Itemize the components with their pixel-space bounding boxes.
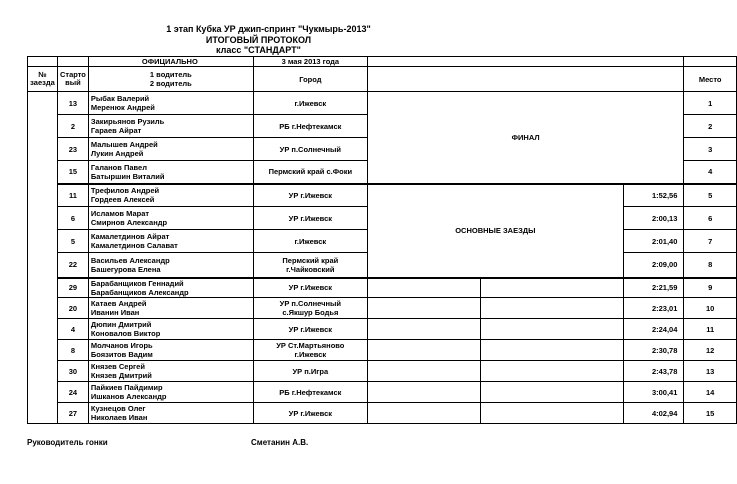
place-cell: 11 (684, 319, 737, 340)
city-cell: УР г.Ижевск (253, 207, 367, 230)
drivers-cell (88, 115, 253, 138)
place-cell: 13 (684, 361, 737, 382)
blank-cell (480, 319, 623, 340)
blank-cell (480, 361, 623, 382)
blank-cell (367, 361, 480, 382)
time-cell: 2:01,40 (623, 230, 684, 253)
date-label: 3 мая 2013 года (253, 57, 367, 67)
blank-cell (367, 340, 480, 361)
driver-1: Катаев Андрей (90, 299, 147, 308)
driver-2: Иванин Иван (90, 308, 140, 317)
time-cell: 2:30,78 (623, 340, 684, 361)
place-cell: 1 (684, 92, 737, 115)
driver-1: Дюпин Дмитрий (90, 320, 152, 329)
results-table (27, 56, 737, 424)
driver-1: Кузнецов Олег (90, 404, 146, 413)
city-cell: г.Ижевск (253, 230, 367, 253)
start-number-cell: 13 (57, 92, 88, 115)
driver-1: Исламов Марат (90, 209, 150, 218)
start-number-cell: 23 (57, 138, 88, 161)
drivers-cell (88, 298, 253, 319)
start-number-cell: 8 (57, 340, 88, 361)
time-cell: 2:09,00 (623, 253, 684, 278)
drivers-cell (88, 92, 253, 115)
place-cell: 15 (684, 403, 737, 424)
driver-2: Барабанщиков Александр (90, 287, 189, 297)
driver-2: Камалетдинов Салават (90, 241, 178, 250)
city-cell: РБ г.Нефтекамск (253, 115, 367, 138)
driver-2: Батыршин Виталий (90, 171, 165, 181)
start-number-cell: 6 (57, 207, 88, 230)
start-number-cell: 5 (57, 230, 88, 253)
driver-1: Трефилов Андрей (90, 186, 160, 196)
city-cell: УР г.Ижевск (253, 319, 367, 340)
driver-1: Рыбак Валерий (90, 94, 150, 103)
footer-name: Сметанин А.В. (251, 438, 309, 447)
drivers-cell (88, 138, 253, 161)
start-number-cell: 11 (57, 184, 88, 207)
time-cell: 3:00,41 (623, 382, 684, 403)
driver-1: Пайкиев Пайдимир (90, 383, 163, 392)
place-cell: 10 (684, 298, 737, 319)
drivers-cell (88, 253, 253, 278)
city-cell: УР г.Ижевск (253, 403, 367, 424)
place-cell: 5 (684, 184, 737, 207)
driver-1: Камалетдинов Айрат (90, 232, 170, 241)
blank-cell (480, 298, 623, 319)
time-cell: 1:52,56 (623, 184, 684, 207)
table-row (28, 184, 737, 207)
start-number-cell: 30 (57, 361, 88, 382)
city-cell: г.Ижевск (253, 92, 367, 115)
blank-cell (367, 278, 480, 298)
section-final: ФИНАЛ (367, 92, 684, 184)
col-place: Место (684, 67, 737, 92)
time-cell: 2:24,04 (623, 319, 684, 340)
place-cell: 3 (684, 138, 737, 161)
blank-cell (480, 340, 623, 361)
table-row (28, 298, 737, 319)
start-number-cell: 4 (57, 319, 88, 340)
col-city: Город (253, 67, 367, 92)
start-number-cell: 29 (57, 278, 88, 298)
place-cell: 14 (684, 382, 737, 403)
footer-role: Руководитель гонки (27, 438, 108, 447)
driver-2: Гараев Айрат (90, 126, 142, 135)
place-cell: 8 (684, 253, 737, 278)
drivers-cell (88, 230, 253, 253)
table-row (28, 92, 737, 115)
col-no: № заезда (28, 67, 58, 92)
driver-1: Барабанщиков Геннадий (90, 278, 184, 288)
time-cell: 2:00,13 (623, 207, 684, 230)
driver-2: Меренюк Андрей (90, 103, 155, 112)
city-cell: Пермский край г.Чайковский (253, 253, 367, 278)
driver-2: Боязитов Вадим (90, 350, 153, 359)
drivers-cell (88, 319, 253, 340)
driver-2: Ишканов Александр (90, 392, 167, 401)
drivers-cell (88, 340, 253, 361)
driver-2: Князев Дмитрий (90, 371, 152, 380)
start-number-cell: 27 (57, 403, 88, 424)
start-number-cell: 24 (57, 382, 88, 403)
city-cell: УР п.Солнечный с.Якшур Бодья (253, 298, 367, 319)
driver-2: Гордеев Алексей (90, 195, 155, 205)
title-line3: класс "СТАНДАРТ" (216, 45, 301, 55)
col-start: Старто вый (57, 67, 88, 92)
drivers-cell (88, 403, 253, 424)
table-row (28, 340, 737, 361)
city-cell: Пермский край с.Фоки (253, 161, 367, 184)
drivers-cell (88, 361, 253, 382)
title-line1: 1 этап Кубка УР джип-спринт "Чукмырь-2013" (166, 24, 371, 34)
start-number-cell: 2 (57, 115, 88, 138)
driver-2: Коновалов Виктор (90, 329, 161, 338)
place-cell: 2 (684, 115, 737, 138)
blank-cell (480, 278, 623, 298)
city-cell: УР г.Ижевск (253, 278, 367, 298)
table-row (28, 403, 737, 424)
place-cell: 7 (684, 230, 737, 253)
blank-cell (367, 382, 480, 403)
driver-1: Закирьянов Рузиль (90, 117, 165, 126)
driver-1: Князев Сергей (90, 362, 145, 371)
start-number-cell: 20 (57, 298, 88, 319)
drivers-cell (88, 184, 253, 207)
table-row (28, 361, 737, 382)
title-line2: ИТОГОВЫЙ ПРОТОКОЛ (205, 35, 312, 45)
blank-cell (480, 382, 623, 403)
blank-cell (367, 403, 480, 424)
start-number-cell: 22 (57, 253, 88, 278)
place-cell: 6 (684, 207, 737, 230)
start-number-cell: 15 (57, 161, 88, 184)
table-row (28, 278, 737, 298)
place-cell: 9 (684, 278, 737, 298)
blank-cell (367, 298, 480, 319)
city-cell: РБ г.Нефтекамск (253, 382, 367, 403)
driver-1: Галанов Павел (90, 162, 147, 172)
place-cell: 4 (684, 161, 737, 184)
time-cell: 2:23,01 (623, 298, 684, 319)
city-cell: УР Ст.Мартьяново г.Ижевск (253, 340, 367, 361)
drivers-cell (88, 207, 253, 230)
drivers-cell (88, 161, 253, 184)
driver-1: Молчанов Игорь (90, 341, 153, 350)
no-column-cell (28, 92, 58, 424)
col-drivers: 1 водитель 2 водитель (88, 67, 253, 92)
official-label: ОФИЦИАЛЬНО (88, 57, 253, 67)
drivers-cell (88, 278, 253, 298)
driver-2: Николаев Иван (90, 413, 148, 422)
city-cell: УР п.Солнечный (253, 138, 367, 161)
section-main: ОСНОВНЫЕ ЗАЕЗДЫ (367, 184, 623, 278)
place-cell: 12 (684, 340, 737, 361)
driver-1: Васильев Александр (90, 255, 170, 265)
time-cell: 2:43,78 (623, 361, 684, 382)
time-cell: 2:21,59 (623, 278, 684, 298)
table-row (28, 319, 737, 340)
blank-cell (367, 319, 480, 340)
driver-2: Лукин Андрей (90, 149, 144, 158)
driver-1: Малышев Андрей (90, 140, 158, 149)
city-cell: УР п.Игра (253, 361, 367, 382)
drivers-cell (88, 382, 253, 403)
driver-2: Смирнов Александр (90, 218, 168, 227)
driver-2: Башегурова Елена (90, 264, 161, 274)
blank-cell (480, 403, 623, 424)
table-row (28, 382, 737, 403)
city-cell: УР г.Ижевск (253, 184, 367, 207)
time-cell: 4:02,94 (623, 403, 684, 424)
